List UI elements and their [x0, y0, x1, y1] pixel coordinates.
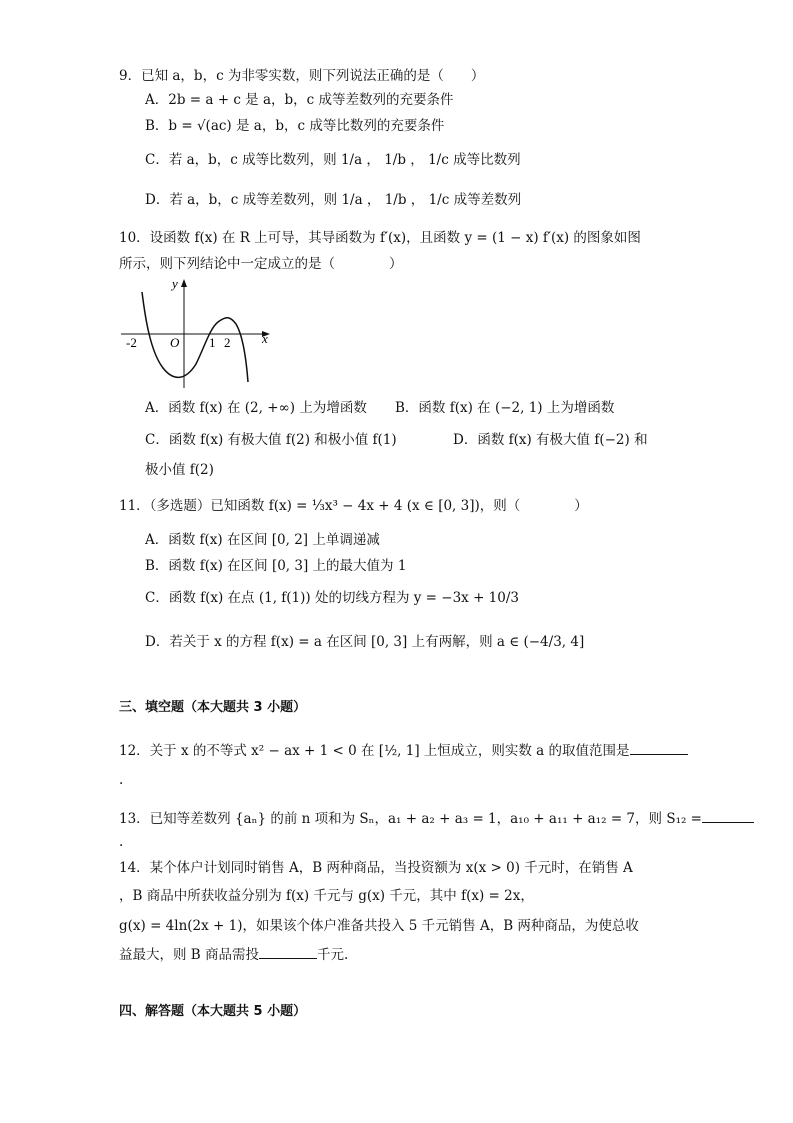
q12-answer-blank	[630, 740, 688, 755]
q10-option-b: B．函数 f(x) 在 (−2, 1) 上为增函数	[395, 400, 615, 416]
q13-text	[119, 808, 754, 829]
q14-line1: 14．某个体户计划同时销售 A，B 两种商品，当投资额为 x(x > 0) 千元时，在销售 A	[119, 860, 633, 876]
q12-text	[119, 740, 688, 761]
q14-line4	[119, 944, 348, 965]
q10-stem-line1: 10．设函数 f(x) 在 R 上可导，其导函数为 f′(x)，且函数 y = (1 − x) f′(x) 的图象如图	[119, 230, 641, 246]
q12-stem: 12．关于 x 的不等式 x² − ax + 1 < 0 在 [½, 1] 上恒成立，则实数 a 的取值范围是	[119, 743, 630, 759]
q9-option-c: C．若 a，b，c 成等比数列，则 1/a ， 1/b ， 1/c 成等比数列	[145, 152, 521, 168]
q10-stem-line2: 所示，则下列结论中一定成立的是（ ）	[119, 256, 403, 272]
q13-tail: .	[119, 834, 124, 850]
q9-option-b: B．b = √(ac) 是 a，b，c 成等比数列的充要条件	[145, 118, 445, 134]
q11-option-c: C．函数 f(x) 在点 (1, f(1)) 处的切线方程为 y = −3x + 10/3	[145, 590, 519, 606]
tick-label-neg2: -2	[126, 335, 137, 350]
q14-line4-pre: 益最大，则 B 商品需投	[119, 947, 260, 963]
q9-option-a: A．2b = a + c 是 a，b，c 成等差数列的充要条件	[145, 92, 454, 108]
function-curve	[142, 292, 248, 382]
tick-label-1: 1	[209, 335, 216, 350]
q14-line4-post: 千元.	[317, 947, 349, 963]
q11-option-b: B．函数 f(x) 在区间 [0, 3] 上的最大值为 1	[145, 558, 407, 574]
q11-option-a: A．函数 f(x) 在区间 [0, 2] 上单调递减	[145, 532, 380, 548]
x-axis-label: x	[262, 331, 268, 346]
q14-answer-blank	[259, 944, 317, 959]
q13-answer-blank	[702, 808, 754, 823]
y-axis-label: y	[172, 276, 178, 291]
q11-stem: 11．（多选题）已知函数 f(x) = ⅓x³ − 4x + 4 (x ∈ [0, 3])，则（ ）	[119, 498, 588, 514]
q14-line3: g(x) = 4ln(2x + 1)，如果该个体户准备共投入 5 千元销售 A，B 两种商品，为使总收	[119, 918, 639, 934]
q10-function-graph	[118, 276, 278, 392]
q14-line2: ，B 商品中所获收益分别为 f(x) 千元与 g(x) 千元，其中 f(x) = 2x，	[119, 888, 534, 904]
q10-option-c: C．函数 f(x) 有极大值 f(2) 和极小值 f(1)	[145, 432, 397, 448]
q10-option-a: A．函数 f(x) 在 (2, +∞) 上为增函数	[145, 400, 367, 416]
q10-option-d-line1: D．函数 f(x) 有极大值 f(−2) 和	[453, 432, 648, 448]
q9-stem: 9．已知 a，b，c 为非零实数，则下列说法正确的是（ ）	[119, 68, 485, 84]
section-4-heading: 四、解答题（本大题共 5 小题）	[119, 1004, 307, 1019]
section-3-heading: 三、填空题（本大题共 3 小题）	[119, 700, 307, 715]
tick-label-2: 2	[224, 335, 231, 350]
y-axis-arrow	[181, 279, 187, 287]
q9-option-d: D．若 a，b，c 成等差数列，则 1/a ， 1/b ， 1/c 成等差数列	[145, 192, 522, 208]
q11-option-d: D．若关于 x 的方程 f(x) = a 在区间 [0, 3] 上有两解，则 a ∈ (−4/3, 4]	[145, 634, 585, 650]
q10-option-d-line2: 极小值 f(2)	[145, 462, 214, 478]
origin-label: O	[170, 335, 180, 350]
q12-tail: .	[119, 772, 124, 788]
q13-stem: 13．已知等差数列 {aₙ} 的前 n 项和为 Sₙ，a₁ + a₂ + a₃ = 1，a₁₀ + a₁₁ + a₁₂ = 7，则 S₁₂ =	[119, 811, 702, 827]
